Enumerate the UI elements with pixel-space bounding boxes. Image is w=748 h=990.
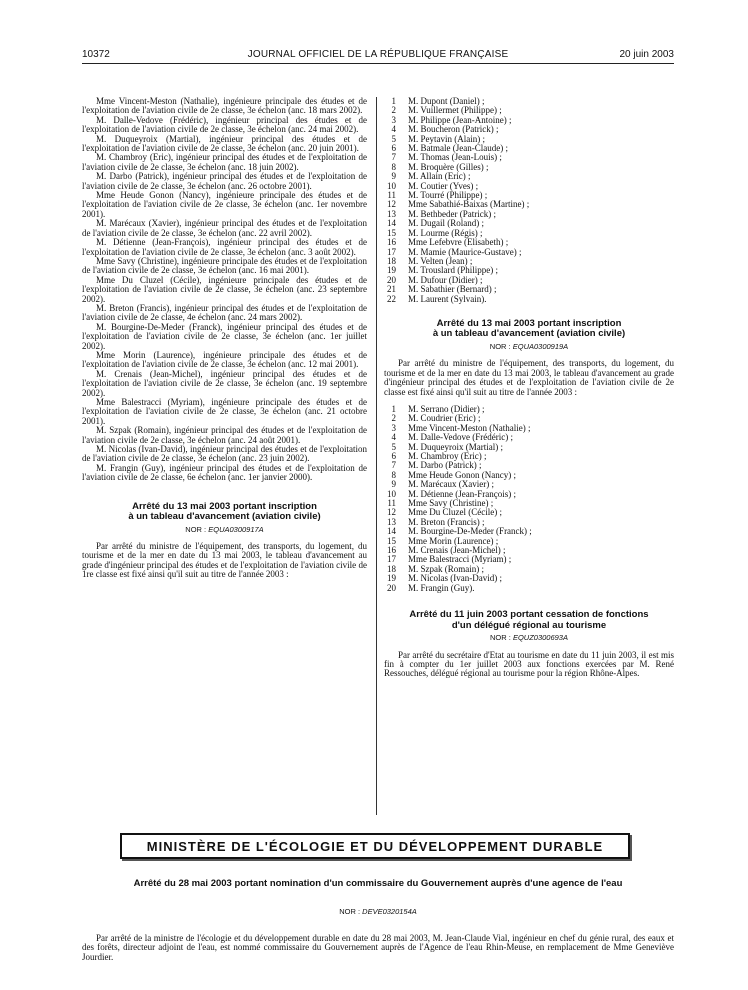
promotion-entry: M. Frangin (Guy), ingénieur principal des études et de l'exploitation de l'aviation civile de 2e classe, 6e échelon (anc. 1er janvier 2000). — [82, 462, 367, 483]
list-item-name: M. Serrano (Didier) ; — [408, 403, 485, 414]
list-item-name: M. Nicolas (Ivan-David) ; — [408, 573, 502, 584]
list-item-number: 12 — [387, 507, 396, 518]
promotion-entry: M. Crenais (Jean-Michel), ingénieur principal des études et de l'exploitation de l'aviation civile de 2e classe, 3e échelon (anc. 19 septembre 2002). — [82, 368, 367, 398]
list-item — [384, 295, 674, 304]
list-item-name: M. Darbo (Patrick) ; — [408, 460, 482, 471]
list-item-number: 8 — [391, 469, 396, 480]
list-item-name: M. Coudrier (Eric) ; — [408, 413, 481, 424]
nor-code: EQUA0300917A — [208, 524, 264, 534]
list-item-name: M. Breton (Francis) ; — [408, 516, 485, 527]
list-item-number: 2 — [391, 105, 396, 116]
arrete-919-title-line2: à un tableau d'avancement (aviation civile) — [432, 328, 626, 340]
list-item-number: 4 — [391, 124, 396, 135]
list-item-number: 16 — [387, 237, 396, 248]
list-item-number: 1 — [391, 96, 396, 106]
list-item-name: M. Broquère (Gilles) ; — [408, 161, 489, 172]
list-item-name: M. Allain (Eric) ; — [408, 171, 471, 182]
promotion-entry: M. Marécaux (Xavier), ingénieur principal des études et de l'exploitation de l'aviation civile de 2e classe, 3e échelon (anc. 22 avril 2002). — [82, 218, 367, 238]
list-item-name: M. Sabathier (Bernard) ; — [408, 284, 497, 295]
list-item-name: M. Lourme (Régis) ; — [408, 227, 483, 238]
list-item-name: Mme Savy (Christine) ; — [408, 498, 494, 509]
list-item-name: M. Boucheron (Patrick) ; — [408, 124, 499, 135]
list-item-name: M. Peytavin (Alain) ; — [408, 133, 485, 144]
nor-code: EQUA0300919A — [512, 341, 569, 351]
list-item-number: 14 — [387, 526, 396, 537]
page-number: 10372 — [82, 49, 110, 60]
list-item-name: M. Vuillermet (Philippe) ; — [408, 105, 502, 116]
left-column — [82, 97, 367, 580]
promotion-entry: M. Chambroy (Eric), ingénieur principal des études et de l'exploitation de l'aviation civile de 2e classe, 3e échelon (anc. 18 juin 2002). — [82, 152, 367, 172]
list-item-name: M. Détienne (Jean-François) ; — [408, 488, 516, 499]
nor-label: NOR : — [339, 907, 361, 916]
right-column — [384, 97, 674, 679]
list-item-number: 15 — [387, 535, 396, 546]
list-1re-classe — [384, 97, 674, 304]
promotion-entry: Mme Vincent-Meston (Nathalie), ingénieure principale des études et de l'exploitation de l'aviation civile de 2e classe, 3e échelon (anc. 18 mars 2002). — [82, 96, 367, 116]
nor-code: DEVE0320154A — [362, 907, 417, 916]
list-item-name: Mme Balestracci (Myriam) ; — [408, 554, 512, 565]
list-item-number: 19 — [387, 573, 396, 584]
list-item-number: 12 — [387, 199, 396, 210]
list-item-number: 20 — [387, 582, 396, 593]
arrete-919-body: Par arrêté du ministre de l'équipement, des transports, du logement, du tourisme et de la mer en date du 13 mai 2003, le tableau d'avancement au grade d'ingénieur principal des études et de l'exploitation de l'aviation civile de 2e classe est fixé ainsi qu'il suit au titre de l'année 2003 : — [384, 358, 674, 397]
list-item-name: M. Dupont (Daniel) ; — [408, 96, 485, 106]
arrete-eau-body: Par arrêté de la ministre de l'écologie et du développement durable en date du 28 mai 2003, M. Jean-Claude Vial, ingénieur en chef du génie rural, des eaux et des forêts, directeur adjoint de l'eau, est nommé commissaire du Gouvernement auprès de l'Agence de l'eau Rhin-Meuse, en remplacement de Mme Geneviève Jourdier. — [82, 933, 674, 962]
list-item-number: 9 — [391, 479, 396, 490]
list-item-number: 5 — [391, 441, 396, 452]
list-2e-classe — [384, 405, 674, 593]
list-item-number: 18 — [387, 563, 396, 574]
list-item-name: M. Frangin (Guy). — [408, 582, 475, 593]
list-item-number: 10 — [387, 180, 396, 191]
list-item-name: Mme Morin (Laurence) ; — [408, 535, 499, 546]
promotion-entry: Mme Du Cluzel (Cécile), ingénieure principale des études et de l'exploitation de l'aviation civile de 2e classe, 3e échelon (anc. 23 septembre 2002). — [82, 274, 367, 304]
list-item-number: 13 — [387, 208, 396, 219]
list-item-number: 10 — [387, 488, 396, 499]
arrete-eau-nor — [82, 907, 674, 916]
promotion-entry: M. Nicolas (Ivan-David), ingénieur principal des études et de l'exploitation de l'aviation civile de 2e classe, 3e échelon (anc. 23 juin 2002). — [82, 444, 367, 464]
list-item-name: M. Bethbeder (Patrick) ; — [408, 208, 496, 219]
list-item-number: 4 — [391, 432, 396, 443]
list-item-number: 9 — [391, 171, 396, 182]
issue-date: 20 juin 2003 — [619, 49, 674, 60]
arrete-eau-title: Arrêté du 28 mai 2003 portant nomination d'un commissaire du Gouvernement auprès d'une agence de l'eau — [133, 878, 623, 889]
list-item-name: M. Batmale (Jean-Claude) ; — [408, 143, 508, 154]
list-item-name: Mme Sabathié-Baixas (Martine) ; — [408, 199, 530, 210]
list-item-number: 2 — [391, 413, 396, 424]
nor-label: NOR : — [490, 633, 511, 643]
list-item-name: Mme Heude Gonon (Nancy) ; — [408, 469, 516, 480]
ministry-banner — [120, 833, 630, 859]
nor-code: EQUZ0300693A — [512, 633, 568, 643]
arrete-919-nor — [384, 342, 674, 351]
list-item-number: 11 — [387, 190, 396, 201]
list-item-number: 17 — [387, 246, 396, 257]
promotion-entry: Mme Morin (Laurence), ingénieure principale des études et de l'exploitation de l'aviation civile de 2e classe, 3e échelon (anc. 12 mai 2001). — [82, 349, 367, 370]
promotion-entry: M. Szpak (Romain), ingénieur principal des études et de l'exploitation de l'aviation civile de 2e classe, 3e échelon (anc. 24 août 2001). — [82, 425, 367, 445]
promotion-entry: M. Darbo (Patrick), ingénieur principal des études et de l'exploitation de l'aviation civile de 2e classe, 3e échelon (anc. 26 octobre 2001). — [82, 171, 367, 191]
list-item-name: M. Chambroy (Eric) ; — [408, 451, 487, 461]
list-item-name: M. Dugail (Roland) ; — [408, 218, 484, 229]
header-rule — [82, 63, 674, 64]
arrete-919-title-line1: Arrêté du 13 mai 2003 portant inscription — [436, 317, 622, 329]
list-item-number: 20 — [387, 274, 396, 285]
list-item-number: 15 — [387, 227, 396, 238]
promotion-entry: M. Bourgine-De-Meder (Franck), ingénieur principal des études et de l'exploitation de l'aviation civile de 2e classe, 3e échelon (anc. 1er juillet 2002). — [82, 321, 367, 351]
list-item-name: M. Thomas (Jean-Louis) ; — [408, 152, 502, 163]
list-item-name: M. Marécaux (Xavier) ; — [408, 479, 494, 490]
arrete-917-title-line1: Arrêté du 13 mai 2003 portant inscription — [132, 500, 317, 512]
list-item-number: 5 — [391, 133, 396, 144]
list-item-number: 7 — [391, 460, 396, 471]
list-item-name: M. Mamie (Maurice-Gustave) ; — [408, 246, 522, 257]
list-item-number: 11 — [387, 498, 396, 509]
list-item-number: 22 — [387, 293, 396, 304]
list-item-number: 14 — [387, 218, 396, 229]
arrete-917-body: Par arrêté du ministre de l'équipement, des transports, du logement, du tourisme et de la mer en date du 13 mai 2003, le tableau d'avancement au grade d'ingénieur principal des études et de l'exploitation de l'aviation civile de 1re classe est fixé ainsi qu'il suit au titre de l'année 2003 : — [82, 541, 367, 580]
promotion-entry: Mme Balestracci (Myriam), ingénieure principale des études et de l'exploitation de l'aviation civile de 2e classe, 3e échelon (anc. 21 octobre 2001). — [82, 397, 367, 426]
arrete-tourisme-title-line1: Arrêté du 11 juin 2003 portant cessation de fonctions — [409, 609, 649, 621]
list-item-name: M. Tourré (Philippe) ; — [408, 190, 488, 201]
nor-label: NOR : — [489, 341, 511, 351]
promotion-entry: Mme Heude Gonon (Nancy), ingénieure principale des études et de l'exploitation de l'aviation civile de 2e classe, 3e échelon (anc. 1er novembre 2001). — [82, 190, 367, 219]
list-item-name: M. Szpak (Romain) ; — [408, 563, 484, 574]
list-item-name: M. Bourgine-De-Meder (Franck) ; — [408, 526, 532, 537]
arrete-tourisme-body: Par arrêté du secrétaire d'Etat au tourisme en date du 11 juin 2003, il est mis fin à compter du 1er juillet 2003 aux fonctions exercées par M. René Ressouches, délégué régional au tourisme pour la région Rhône-Alpes. — [384, 649, 674, 679]
promotion-entry: M. Breton (Francis), ingénieur principal des études et de l'exploitation de l'aviation civile de 2e classe, 4e échelon (anc. 24 mars 2002). — [82, 302, 367, 323]
list-item-name: M. Trouslard (Philippe) ; — [408, 265, 499, 276]
arrete-tourisme-title-line2: d'un délégué régional au tourisme — [451, 619, 607, 631]
list-item-name: M. Coutier (Yves) ; — [408, 180, 479, 191]
list-item-name: M. Dufour (Didier) ; — [408, 274, 483, 285]
list-item-number: 7 — [391, 152, 396, 163]
promotion-entry: M. Détienne (Jean-François), ingénieur principal des études et de l'exploitation de l'aviation civile de 2e classe, 3e échelon (anc. 3 août 2002). — [82, 237, 367, 257]
list-item-number: 18 — [387, 255, 396, 266]
list-item-number: 16 — [387, 545, 396, 556]
list-item-number: 6 — [391, 143, 396, 154]
list-item-number: 3 — [391, 114, 396, 125]
list-item-name: Mme Lefebvre (Elisabeth) ; — [408, 237, 509, 248]
list-item-name: M. Laurent (Sylvain). — [408, 293, 487, 304]
list-item-name: M. Dalle-Vedove (Frédéric) ; — [408, 432, 513, 443]
arrete-917-nor — [82, 525, 367, 534]
list-item-number: 1 — [391, 403, 396, 414]
page-header — [82, 49, 674, 63]
promotion-entry: M. Duqueyroix (Martial), ingénieur principal des études et de l'exploitation de l'aviation civile de 2e classe, 3e échelon (anc. 20 juin 2001). — [82, 133, 367, 154]
promotion-entry: M. Dalle-Vedove (Frédéric), ingénieur principal des études et de l'exploitation de l'aviation civile de 2e classe, 3e échelon (anc. 24 mai 2002). — [82, 114, 367, 135]
journal-title: JOURNAL OFFICIEL DE LA RÉPUBLIQUE FRANÇAISE — [247, 49, 509, 60]
list-item-number: 3 — [391, 422, 396, 433]
list-item-name: M. Crenais (Jean-Michel) ; — [408, 545, 506, 556]
list-item-name: Mme Du Cluzel (Cécile) ; — [408, 507, 502, 518]
list-item-name: M. Duqueyroix (Martial) ; — [408, 441, 503, 452]
ministry-name: MINISTÈRE DE L'ÉCOLOGIE ET DU DÉVELOPPEMENT DURABLE — [146, 838, 604, 854]
column-divider — [376, 97, 377, 815]
list-item-name: M. Velten (Jean) ; — [408, 255, 473, 266]
list-item-number: 8 — [391, 161, 396, 172]
list-item-name: Mme Vincent-Meston (Nathalie) ; — [408, 422, 531, 433]
list-item-number: 6 — [391, 451, 396, 461]
list-item-number: 19 — [387, 265, 396, 276]
list-item — [384, 584, 674, 593]
arrete-917-title-line2: à un tableau d'avancement (aviation civile) — [128, 511, 321, 523]
list-item-number: 13 — [387, 516, 396, 527]
list-item-number: 17 — [387, 554, 396, 565]
promotion-entry: Mme Savy (Christine), ingénieure principale des études et de l'exploitation de l'aviation civile de 2e classe, 3e échelon (anc. 16 mai 2001). — [82, 255, 367, 276]
nor-label: NOR : — [185, 524, 207, 534]
promotion-entries — [82, 97, 367, 483]
list-item-name: M. Philippe (Jean-Antoine) ; — [408, 114, 512, 125]
arrete-tourisme-nor — [384, 633, 674, 642]
list-item-number: 21 — [387, 284, 396, 295]
